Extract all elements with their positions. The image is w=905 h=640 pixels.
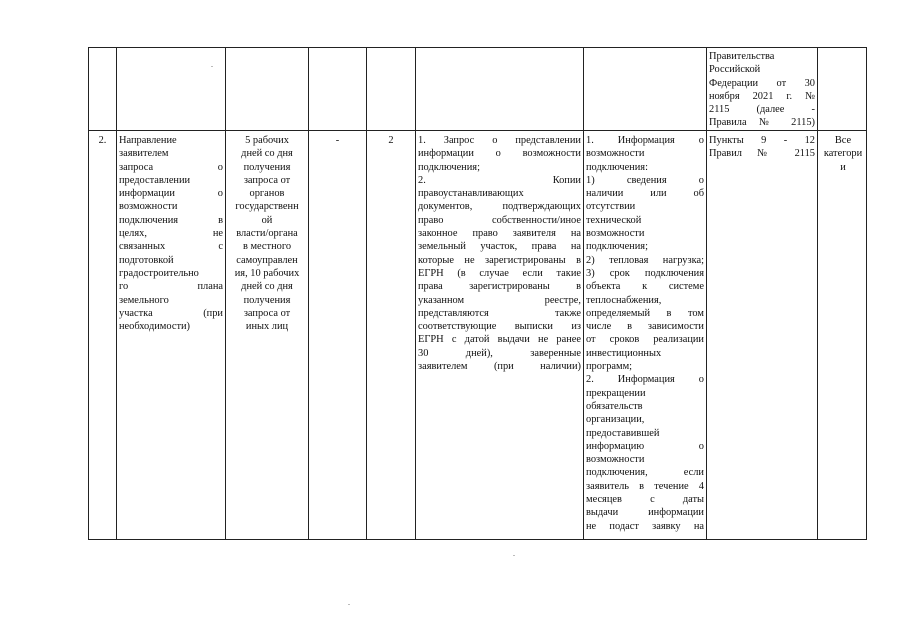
- top-legal-basis-cell: [707, 50, 817, 130]
- cell-line: 1. Информация о: [586, 135, 704, 146]
- cell-line: земельный участок, права на: [418, 241, 581, 253]
- cell-line: подключения в: [119, 214, 223, 226]
- cell-line: месяцев с даты: [586, 494, 704, 506]
- cell-line: самоуправлен: [236, 254, 298, 266]
- cell-line: теплоснабжения,: [586, 294, 662, 306]
- cell-line: указанном реестре,: [418, 294, 581, 306]
- cell-line: Направление: [119, 135, 177, 146]
- cell-line: ноября 2021 г. №: [709, 90, 815, 102]
- cell-line: дней со дня: [241, 148, 293, 160]
- cell-line: подключения;: [586, 241, 648, 253]
- cell-line: возможности: [586, 454, 645, 466]
- cell-line: заявитель в течение 4: [586, 480, 704, 492]
- cell-line: объекта к системе: [586, 281, 704, 293]
- cell-line: 2. Копии: [418, 174, 581, 186]
- cell-line: 2115 (далее -: [709, 104, 815, 116]
- cell-line: подключения, если: [586, 467, 704, 479]
- cell-line: Правительства: [709, 51, 775, 62]
- cell-line: земельного: [119, 294, 169, 306]
- cell-line: связанных с: [119, 241, 223, 253]
- cell-line: ЕГРН с датой выдачи не ранее: [418, 334, 581, 346]
- cell-line: документов, подтверждающих: [418, 201, 581, 213]
- applicant-category-cell: [818, 134, 868, 174]
- cell-line: участка (при: [119, 307, 223, 319]
- cell-line: организации,: [586, 414, 645, 426]
- row-number: 2.: [98, 135, 107, 146]
- cell-line: целях, не: [119, 228, 223, 240]
- cell-line: информации о: [119, 188, 223, 200]
- cell-line: наличии или об: [586, 188, 704, 200]
- cell-line: права зарегистрированы в: [418, 281, 581, 293]
- cell-line: подключения:: [586, 161, 648, 173]
- cell-line: представляются также: [418, 307, 581, 319]
- legal-basis-cell: [707, 134, 817, 161]
- cell-line: в местного: [242, 241, 292, 253]
- cell-line: 1. Запрос о представлении: [418, 135, 581, 146]
- cell-line: 2. Информация о: [586, 374, 704, 386]
- cell-line: информацию о: [586, 440, 704, 452]
- cell-line: право собственности/иное: [418, 214, 581, 226]
- cell-line: технической: [586, 214, 642, 226]
- cell-line: ия, 10 рабочих: [234, 267, 300, 279]
- cell-line: числе в зависимости: [586, 321, 704, 333]
- cell-line: прекращении: [586, 387, 646, 399]
- cell-line: определяемый в том: [586, 307, 704, 319]
- cell-line: правоустанавливающих: [418, 188, 524, 200]
- cell-line: обязательств: [586, 400, 643, 412]
- cell-line: программ;: [586, 361, 633, 373]
- cell-line: необходимости): [119, 321, 191, 333]
- cell-line: 30 дней), заверенные: [418, 347, 581, 359]
- cell-line: заявителем (при наличии): [418, 361, 581, 373]
- cell-line: выдачи информации: [586, 507, 704, 519]
- result-cell: [584, 134, 706, 533]
- cell-line: Федерации от 30: [709, 77, 815, 89]
- cell-line: 3) срок подключения: [586, 267, 704, 279]
- cell-line: предоставлении: [119, 174, 191, 186]
- column-divider: [817, 48, 818, 539]
- cell-line: Правил № 2115: [709, 148, 815, 160]
- cell-line: Правила № 2115): [709, 117, 815, 129]
- cell-line: не подаст заявку на: [586, 520, 704, 532]
- cell-line: органов: [249, 188, 285, 200]
- cell-line: законное право заявителя на: [418, 228, 581, 240]
- cell-line: 5 рабочих: [245, 135, 289, 146]
- cell-line: возможности: [586, 148, 645, 160]
- count-cell: 2: [388, 135, 394, 146]
- cell-line: власти/органа: [236, 228, 298, 240]
- cell-line: государственн: [235, 201, 299, 213]
- cell-line: получения: [243, 161, 291, 173]
- cell-line: категори: [823, 148, 863, 160]
- cell-line: запроса от: [243, 174, 291, 186]
- cell-line: иных лиц: [245, 321, 289, 333]
- cell-line: ЕГРН (в случае если такие: [418, 267, 581, 279]
- cell-line: возможности: [119, 201, 178, 213]
- cell-line: 2) тепловая нагрузка;: [586, 254, 704, 266]
- cell-line: дней со дня: [241, 281, 293, 293]
- cell-line: 1) сведения о: [586, 174, 704, 186]
- cell-line: Российской: [709, 64, 761, 76]
- cell-line: отсутствии: [586, 201, 636, 213]
- service-name-cell: [117, 134, 225, 333]
- cell-line: получения: [243, 294, 291, 306]
- scan-speck: [513, 555, 515, 556]
- cell-line: го плана: [119, 281, 223, 293]
- documents-cell: [416, 134, 583, 373]
- cell-line: соответствующие выписки из: [418, 321, 581, 333]
- dash-cell: -: [335, 135, 340, 146]
- cell-line: ой: [261, 214, 273, 226]
- cell-line: заявителем: [119, 148, 169, 160]
- column-divider: [308, 48, 309, 539]
- row-separator: [89, 130, 866, 131]
- cell-line: предоставившей: [586, 427, 660, 439]
- cell-line: подключения;: [418, 161, 480, 173]
- cell-line: запроса от: [243, 307, 291, 319]
- cell-line: от сроков реализации: [586, 334, 704, 346]
- cell-line: запроса о: [119, 161, 223, 173]
- cell-line: возможности: [586, 228, 645, 240]
- cell-line: градостроительно: [119, 267, 199, 279]
- cell-line: которые не зарегистрированы в: [418, 254, 581, 266]
- term-cell: [226, 134, 308, 333]
- services-table: [88, 47, 867, 540]
- cell-line: подготовкой: [119, 254, 174, 266]
- cell-line: и: [840, 161, 846, 173]
- cell-line: Все: [834, 135, 852, 146]
- cell-line: инвестиционных: [586, 347, 662, 359]
- scan-speck: [211, 66, 213, 67]
- cell-line: информации о возможности: [418, 148, 581, 160]
- scan-speck: [348, 604, 350, 605]
- cell-line: Пункты 9 - 12: [709, 135, 815, 146]
- column-divider: [366, 48, 367, 539]
